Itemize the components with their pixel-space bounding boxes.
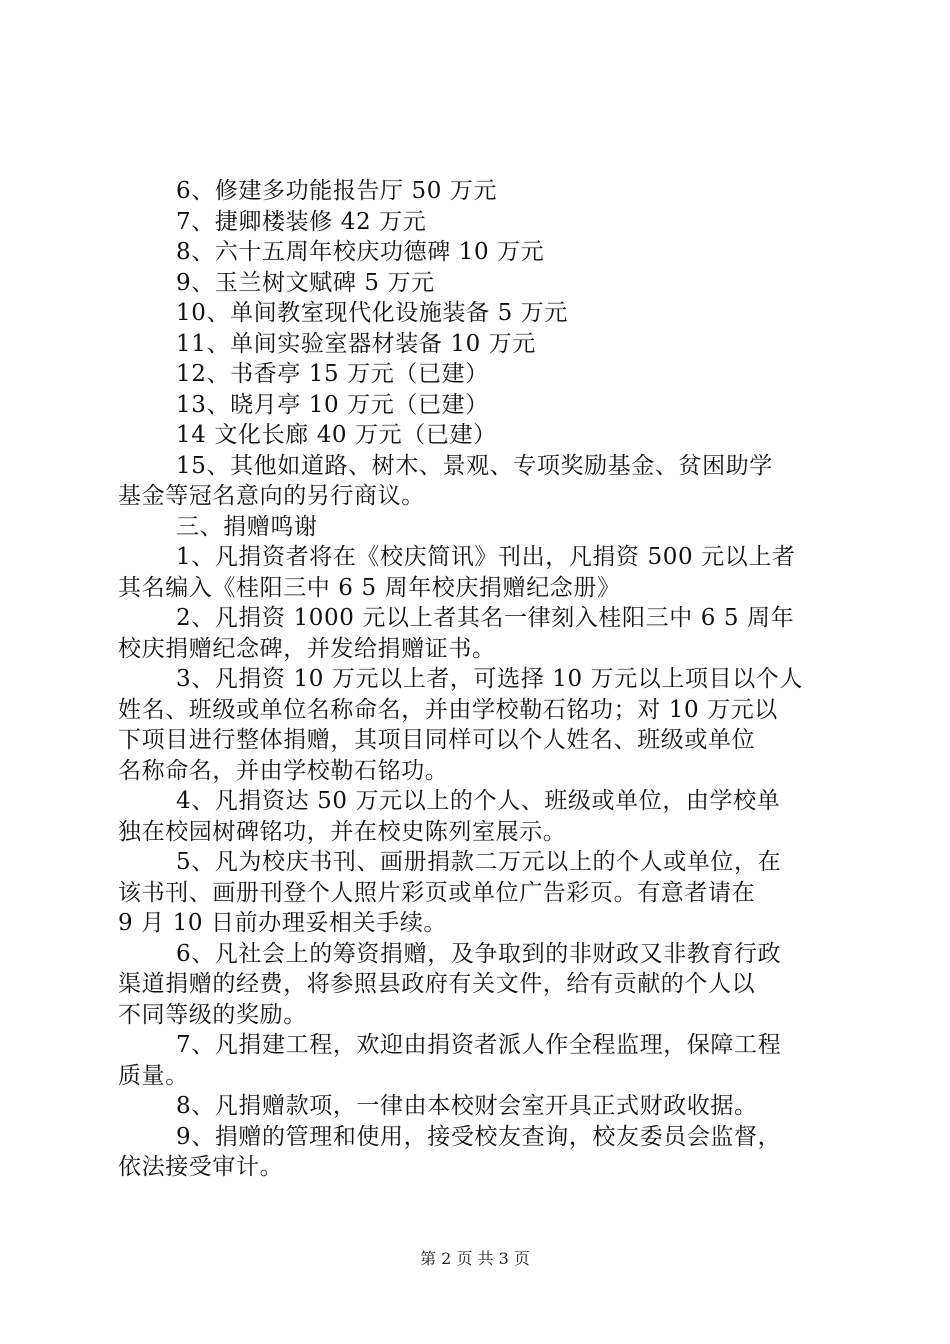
list-item: 8、六十五周年校庆功德碑 10 万元 <box>176 239 545 265</box>
clause-line-first: 5、凡为校庆书刊、画册捐款二万元以上的个人或单位，在 <box>176 849 782 875</box>
clause-list <box>118 542 834 1183</box>
document-body <box>118 176 834 1183</box>
list-item: 7、捷卿楼装修 42 万元 <box>176 208 427 235</box>
list-item-15-line2: 基金等冠名意向的另行商议。 <box>118 483 425 509</box>
list-item-15-line1: 15、其他如道路、树木、景观、专项奖励基金、贫困助学 <box>176 452 773 479</box>
clause-line: 依法接受审计。 <box>118 1154 284 1180</box>
clause-line: 名称命名，并由学校勒石铭功。 <box>118 757 449 784</box>
clause-line-first: 8、凡捐赠款项，一律由本校财会室开具正式财政收据。 <box>176 1093 758 1119</box>
clause-line: 独在校园树碑铭功，并在校史陈列室展示。 <box>118 818 567 845</box>
clause-line: 下项目进行整体捐赠，其项目同样可以个人姓名、班级或单位 <box>118 727 756 753</box>
list-item: 10、单间教室现代化设施装备 5 万元 <box>176 300 568 326</box>
section-heading: 三、捐赠鸣谢 <box>176 513 318 540</box>
clause-line: 其名编入《桂阳三中 6 5 周年校庆捐赠纪念册》 <box>118 574 621 601</box>
clause-line: 9 月 10 日前办理妥相关手续。 <box>118 910 448 936</box>
clause-line-first: 1、凡捐资者将在《校庆简讯》刊出，凡捐资 500 元以上者 <box>176 544 796 570</box>
clause-line: 渠道捐赠的经费，将参照县政府有关文件，给有贡献的个人以 <box>118 971 756 997</box>
page-number: 第 2 页 共 3 页 <box>420 1249 530 1268</box>
clause-line-first: 2、凡捐资 1000 元以上者其名一律刻入桂阳三中 6 5 周年 <box>176 605 795 631</box>
list-item: 14 文化长廊 40 万元（已建） <box>176 422 497 448</box>
clause-line: 质量。 <box>118 1062 189 1089</box>
clause-line: 校庆捐赠纪念碑，并发给捐赠证书。 <box>118 635 496 662</box>
clause-line-first: 4、凡捐资达 50 万元以上的个人、班级或单位，由学校单 <box>176 788 781 814</box>
list-item: 12、书香亭 15 万元（已建） <box>176 361 489 387</box>
clause-line-first: 7、凡捐建工程，欢迎由捐资者派人作全程监理，保障工程 <box>176 1032 782 1058</box>
list-item: 9、玉兰树文赋碑 5 万元 <box>176 269 435 296</box>
clause-line-first: 9、捐赠的管理和使用，接受校友查询，校友委员会监督， <box>176 1123 782 1150</box>
list-item: 6、修建多功能报告厅 50 万元 <box>176 178 498 204</box>
clause-line-first: 3、凡捐资 10 万元以上者，可选择 10 万元以上项目以个人 <box>176 666 804 692</box>
clause-line-first: 6、凡社会上的筹资捐赠，及争取到的非财政又非教育行政 <box>176 940 782 967</box>
clause-line: 该书刊、画册刊登个人照片彩页或单位广告彩页。有意者请在 <box>118 879 756 906</box>
list-item: 11、单间实验室器材装备 10 万元 <box>176 330 536 357</box>
list-item: 13、晓月亭 10 万元（已建） <box>176 391 489 418</box>
clause-line: 不同等级的奖励。 <box>118 1001 307 1028</box>
clause-line: 姓名、班级或单位名称命名，并由学校勒石铭功；对 10 万元以 <box>118 696 778 723</box>
